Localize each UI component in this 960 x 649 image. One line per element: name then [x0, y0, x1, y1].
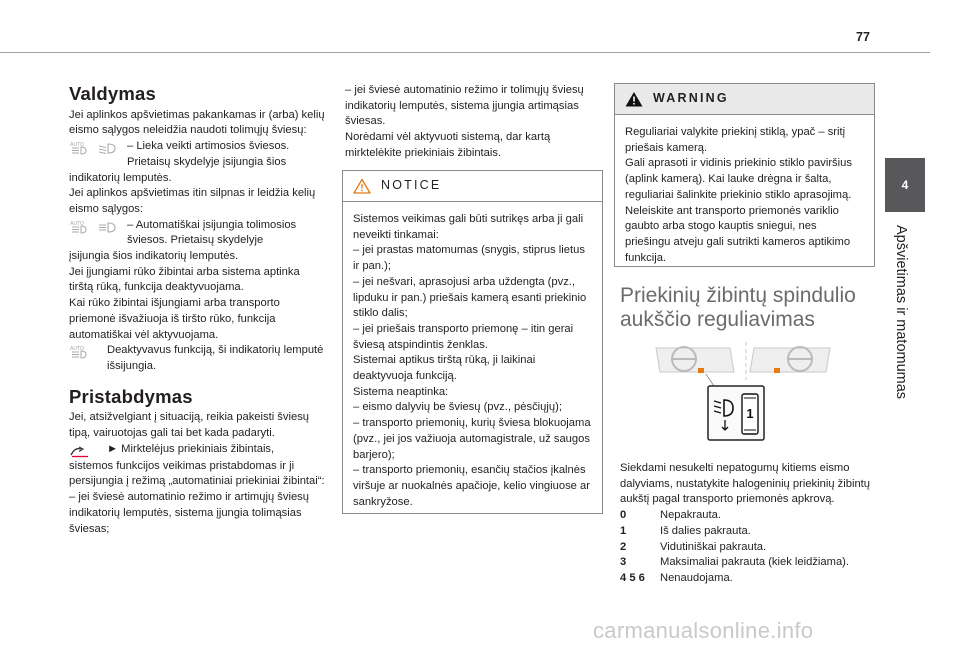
heading-pristabdymas: Pristabdymas: [69, 385, 193, 407]
notice-line: – transporto priemonių, esančių stačios įkalnės viršuje ar nuokalnės apačioje, kelio vingiuose ar sankryžose.: [353, 464, 590, 508]
column-3-body: [620, 461, 882, 587]
chapter-tab[interactable]: 4: [885, 158, 925, 212]
notice-box: [342, 170, 603, 514]
indicator-row-high-beam: [69, 218, 326, 249]
legend-key: 0: [620, 509, 627, 522]
watermark: carmanualsonline.info: [593, 618, 814, 643]
notice-line: – eismo dalyvių be šviesų (pvz., pėsčiųjų);: [353, 401, 562, 414]
warning-line: Gali aprasoti ir vidinis priekinio stiklo paviršius (aplink kamerą). Kai lauke drėgna ir šalta, reguliariai šalinkite priekinio stiklo aprasojimą.: [625, 157, 852, 201]
notice-body: [353, 212, 592, 510]
high-beam-icon: [97, 220, 119, 235]
notice-line: Sistema neaptinka:: [353, 385, 449, 398]
headlight-flash-row: [69, 442, 326, 459]
dashboard-right-illustration: [750, 347, 830, 373]
svg-text:AUTO: AUTO: [70, 220, 85, 227]
notice-line: – jei nešvari, aprasojusi arba uždengta (pvz., lipduku ir pan.) priešais kamerą esanti priekinio stiklo dalis;: [353, 275, 587, 320]
legend-text: Nenaudojama.: [660, 571, 733, 584]
legend-key: 4 5 6: [620, 571, 645, 584]
svg-text:AUTO: AUTO: [70, 142, 85, 149]
thumbwheel-value: 1: [746, 406, 754, 421]
legend-key: 2: [620, 540, 627, 553]
paragraph: įsijungia šios indikatorių lemputės.: [69, 250, 239, 263]
auto-beam-icon: [69, 345, 91, 360]
indicator-text: – Lieka veikti artimosios šviesos. Prietaisų skydelyje įsijungia šios: [127, 140, 290, 168]
legend-text: Nepakrauta.: [660, 509, 721, 522]
legend-text: Maksimaliai pakrauta (kiek leidžiama).: [660, 556, 850, 569]
column-2: [345, 83, 603, 162]
chapter-title: [893, 225, 915, 425]
notice-label: NOTICE: [381, 178, 442, 193]
chapter-title-text: Apšvietimas ir matomumas: [893, 225, 909, 400]
warning-line: Reguliariai valykite priekinį stiklą, ypač – sritį priešais kamerą.: [625, 126, 846, 154]
indicator-row-low-beam: [69, 139, 326, 170]
warning-box: [614, 83, 875, 267]
warning-line: Neleiskite ant transporto priemonės variklio gaubto arba stogo kauptis sniegui, nes priešingu atveju gali sutrikti kameros aptikimo funkcija.: [625, 204, 851, 264]
notice-line: Sistemai aptikus tirštą rūką, ji laikinai deaktyvuoja funkciją.: [353, 354, 536, 383]
caution-triangle-icon: [353, 178, 371, 194]
paragraph: sistemos funkcijos veikimas pristabdomas ir ji persijungia į režimą „automatiniai priekiniai žibintai“:: [69, 459, 325, 488]
indicator-text: Deaktyvavus funkciją, ši indikatorių lemputė išsijungia.: [107, 344, 324, 372]
dashboard-left-illustration: [656, 347, 734, 373]
notice-line: – transporto priemonių, kurių šviesa blokuojama (pvz., jei jos važiuoja automagistrale, už saugos barjero);: [353, 417, 591, 461]
notice-line: – jei priešais transporto priemonę – itin gerai šviesą atspindintis ženklas.: [353, 322, 574, 351]
warning-label: WARNING: [653, 91, 729, 106]
page-number: 77: [856, 30, 870, 44]
low-beam-icon: [97, 141, 119, 156]
indicator-text: – Automatiškai įsijungia tolimosios šviesos. Prietaisų skydelyje: [127, 218, 297, 247]
headlight-flash-icon: [69, 444, 91, 459]
paragraph: – jei šviesė automatinio režimo ir tolimųjų šviesų indikatorių lemputės, sistema įjungia artimąsias šviesas.: [345, 84, 584, 128]
notice-line: Sistemos veikimas gali būti sutrikęs arba ji gali neveikti tinkamai:: [353, 213, 584, 241]
header-rule: [0, 52, 930, 53]
heading-valdymas: Valdymas: [69, 83, 156, 104]
legend-key: 3: [620, 556, 627, 569]
paragraph: Kai rūko žibintai išjungiami arba transporto priemonė išvažiuoja iš tiršto rūko, funkcija automatiškai vėl aktyvuojama.: [69, 297, 280, 341]
paragraph: Jei aplinkos apšvietimas itin silpnas ir leidžia kelių eismo sąlygos:: [69, 187, 316, 215]
heading-headlight-adjust: Priekinių žibintų spindulio aukščio reguliavimas: [620, 284, 856, 331]
notice-line: – jei prastas matomumas (snygis, stiprus lietus ir pan.);: [353, 244, 585, 273]
warning-triangle-icon: [625, 91, 643, 107]
warning-body: [625, 125, 864, 266]
instruction-text: ► Mirktelėjus priekiniais žibintais,: [107, 442, 275, 455]
paragraph: indikatorių lemputės.: [69, 171, 172, 184]
paragraph: Jei įjungiami rūko žibintai arba sistema aptinka tirštą rūką, funkcija deaktyvuojama.: [69, 265, 300, 294]
load-legend: [620, 508, 882, 587]
notice-header: [343, 171, 602, 202]
paragraph: Siekdami nesukelti nepatogumų kitiems eismo dalyviams, nustatykite halogeninių priekinių žibintų aukštį pagal transporto priemonės apkrovą.: [620, 462, 870, 506]
legend-key: 1: [620, 524, 627, 537]
svg-text:AUTO: AUTO: [70, 346, 85, 353]
paragraph: Jei aplinkos apšvietimas pakankamas ir (arba) kelių eismo sąlygos neleidžia naudoti tolimųjų šviesų:: [69, 108, 325, 137]
headlight-level-illustration: [650, 338, 850, 443]
indicator-row-auto-off: [69, 343, 326, 374]
legend-text: Iš dalies pakrauta.: [660, 524, 751, 537]
paragraph: Jei, atsižvelgiant į situaciją, reikia pakeisti šviesų tipą, vairuotojas gali tai bet kada padaryti.: [69, 411, 310, 440]
column-3-section: [620, 284, 885, 332]
column-1: [69, 83, 326, 537]
legend-text: Vidutiniškai pakrauta.: [660, 540, 767, 553]
auto-beam-icon: [69, 220, 91, 235]
paragraph: – jei šviesė automatinio režimo ir artimųjų šviesų indikatorių lemputės, sistema įjungia tolimąsias šviesas;: [69, 491, 310, 535]
headlight-level-switch[interactable]: [708, 386, 764, 440]
auto-beam-icon: [69, 141, 91, 156]
warning-header: [615, 84, 874, 115]
paragraph: Norėdami vėl aktyvuoti sistemą, dar kartą mirktelėkite priekiniais žibintais.: [345, 131, 551, 159]
